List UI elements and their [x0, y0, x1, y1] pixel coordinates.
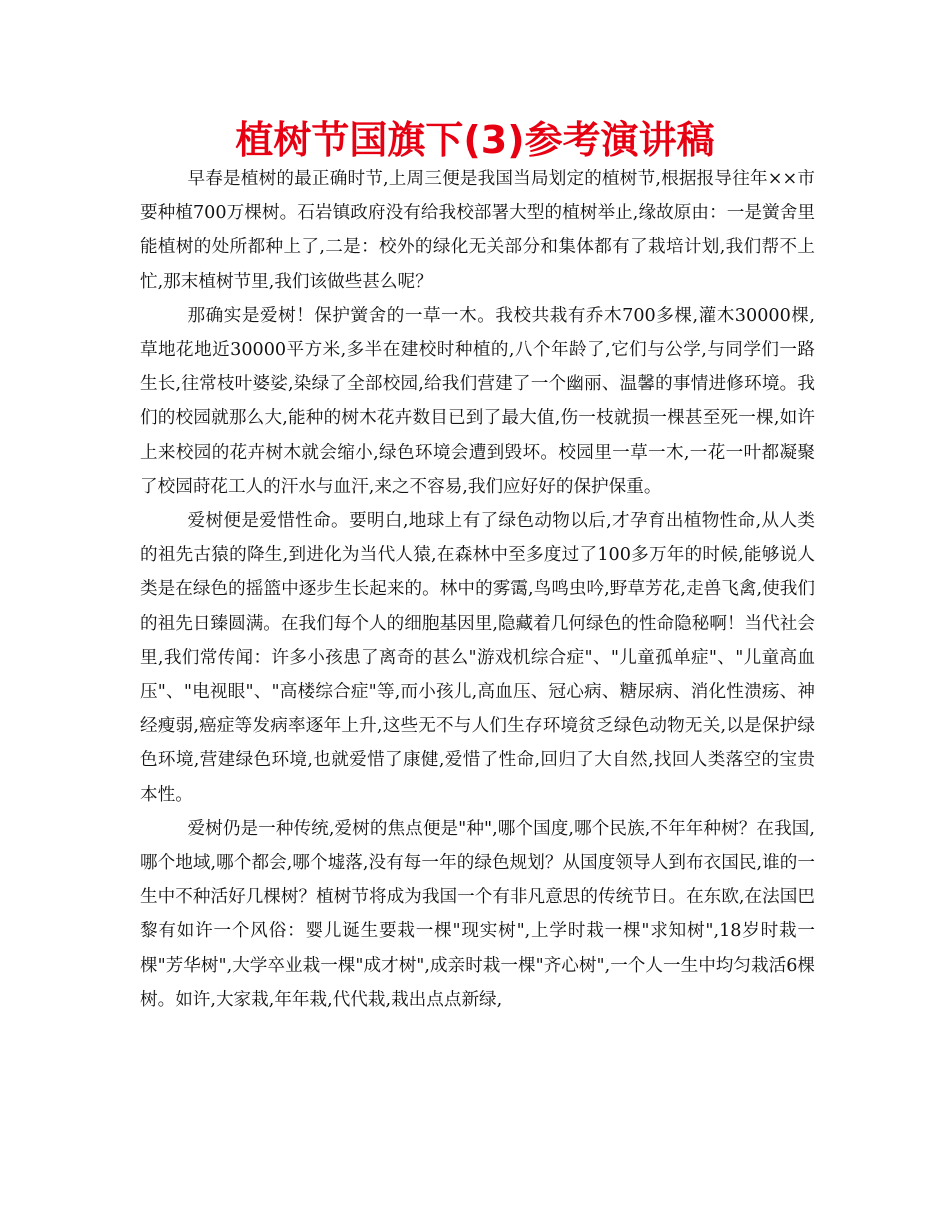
paragraph-3: 爱树便是爱惜性命。要明白,地球上有了绿色动物以后,才孕育出植物性命,从人类的祖先古猿的降生,到进化为当代人猿,在森林中至多度过了100多万年的时候,能够说人类是在绿色的摇篮中逐步生长起来的。林中的雾霭,鸟鸣虫吟,野草芳花,走兽飞禽,使我们的祖先日臻圆满。在我们每个人的细胞基因里,隐藏着几何绿色的性命隐秘啊！当代社会里,我们常传闻：许多小孩患了离奇的甚么"游戏机综合症"、"儿童孤单症"、"儿童高血压"、"电视眼"、"高楼综合症"等,而小孩儿,高血压、冠心病、糖尿病、消化性溃疡、神经瘦弱,癌症等发病率逐年上升,这些无不与人们生存环境贫乏绿色动物无关,以是保护绿色环境,营建绿色环境,也就爱惜了康健,爱惜了性命,回归了大自然,找回人类落空的宝贵本性。 [140, 511, 815, 805]
paragraph-1: 早春是植树的最正确时节,上周三便是我国当局划定的植树节,根据报导往年××市要种植700万棵树。石岩镇政府没有给我校部署大型的植树举止,缘故原由：一是黉舍里能植树的处所都种上了,二是：校外的绿化无关部分和集体都有了栽培计划,我们帮不上忙,那末植树节里,我们该做些甚么呢？ [140, 169, 815, 292]
document-body [140, 162, 815, 1017]
paragraph-4: 爱树仍是一种传统,爱树的焦点便是"种",哪个国度,哪个民族,不年年种树？在我国,哪个地域,哪个都会,哪个墟落,没有每一年的绿色规划？从国度领导人到布衣国民,谁的一生中不种活好几棵树？植树节将成为我国一个有非凡意思的传统节日。在东欧,在法国巴黎有如许一个风俗：婴儿诞生要栽一棵"现实树",上学时栽一棵"求知树",18岁时栽一棵"芳华树",大学卒业栽一棵"成才树",成亲时栽一棵"齐心树",一个人一生中均匀栽活6棵树。如许,大家栽,年年栽,代代栽,栽出点点新绿, [140, 818, 815, 1010]
paragraph-2: 那确实是爱树！保护黉舍的一草一木。我校共栽有乔木700多棵,灌木30000棵,草地花地近30000平方米,多半在建校时种植的,八个年龄了,它们与公学,与同学们一路生长,往常枝叶婆娑,染绿了全部校园,给我们营建了一个幽丽、温馨的事情进修环境。我们的校园就那么大,能种的树木花卉数目已到了最大值,伤一枝就损一棵甚至死一棵,如许上来校园的花卉树木就会缩小,绿色环境会遭到毁坏。校园里一草一木,一花一叶都凝聚了校园莳花工人的汗水与血汗,来之不容易,我们应好好的保护保重。 [140, 305, 815, 497]
document-title: 植树节国旗下(3)参考演讲稿 [235, 118, 715, 162]
